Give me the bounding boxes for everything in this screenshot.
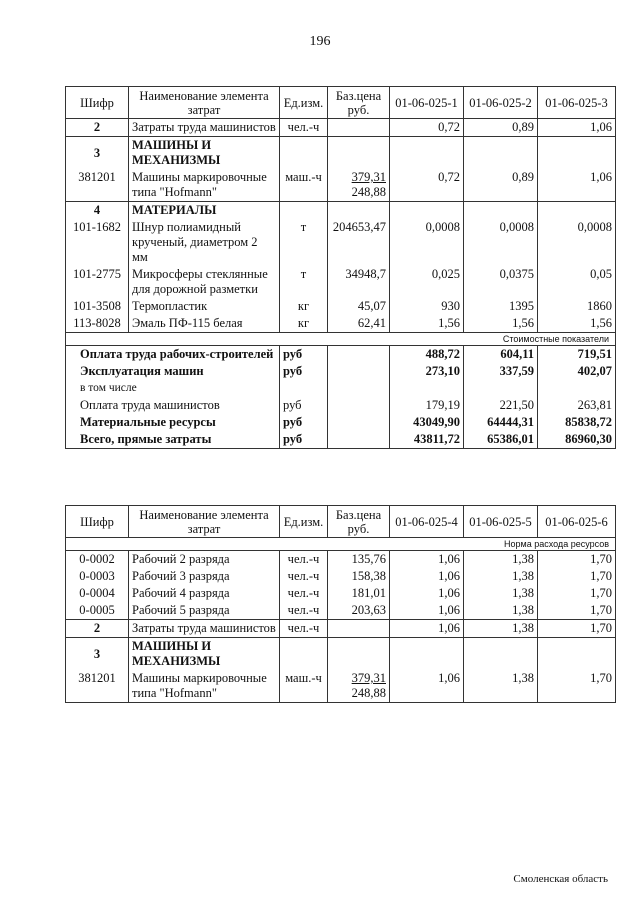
summary-row: Оплата труда машинистов руб 179,19 221,50 263,81: [66, 397, 616, 414]
table-section-row: 3 МАШИНЫ И МЕХАНИЗМЫ: [66, 137, 616, 170]
cost-indicators-label: Стоимостные показатели: [66, 333, 616, 346]
table-row: 101-1682 Шнур полиамидный крученый, диаметром 2 мм т 204653,47 0,0008 0,0008 0,0008: [66, 219, 616, 266]
summary-row: Оплата труда рабочих-строителей руб 488,72 604,11 719,51: [66, 346, 616, 364]
table-section-row: 4 МАТЕРИАЛЫ: [66, 202, 616, 220]
table-row: 101-3508 Термопластик кг 45,07 930 1395 1860: [66, 298, 616, 315]
table-row: 0-0002 Рабочий 2 разряда чел.-ч 135,76 1,06 1,38 1,70: [66, 551, 616, 569]
header-unit: Ед.изм.: [280, 87, 328, 119]
header-col-3: 01-06-025-3: [538, 87, 616, 119]
table-row: 101-2775 Микросферы стеклянные для дорожной разметки т 34948,7 0,025 0,0375 0,05: [66, 266, 616, 298]
table-row: 381201 Машины маркировочные типа "Hofmann" маш.-ч 379,31 248,88 0,72 0,89 1,06: [66, 169, 616, 202]
summary-row: Эксплуатация машин руб 273,10 337,59 402,07: [66, 363, 616, 380]
summary-row: в том числе: [66, 380, 616, 397]
summary-row: Материальные ресурсы руб 43049,90 64444,31 85838,72: [66, 414, 616, 431]
table-header-row: [66, 87, 616, 119]
section-label-row: [66, 333, 616, 346]
table-row: 0-0004 Рабочий 4 разряда чел.-ч 181,01 1,06 1,38 1,70: [66, 585, 616, 602]
table-row: 2 Затраты труда машинистов чел.-ч 1,06 1,38 1,70: [66, 620, 616, 638]
table-section-row: 3 МАШИНЫ И МЕХАНИЗМЫ: [66, 638, 616, 671]
header-price: Баз.цена руб.: [328, 87, 390, 119]
table-row: 0-0005 Рабочий 5 разряда чел.-ч 203,63 1,06 1,38 1,70: [66, 602, 616, 620]
footer-region-label: Смоленская область: [513, 873, 608, 885]
header-price: Баз.цена руб.: [328, 506, 390, 538]
resource-table-2: [65, 505, 616, 703]
header-unit: Ед.изм.: [280, 506, 328, 538]
header-col-2: 01-06-025-2: [464, 87, 538, 119]
table-row: 2 Затраты труда машинистов чел.-ч 0,72 0,89 1,06: [66, 119, 616, 137]
resource-table-1: [65, 86, 616, 449]
table-row: 0-0003 Рабочий 3 разряда чел.-ч 158,38 1,06 1,38 1,70: [66, 568, 616, 585]
header-code: Шифр: [66, 506, 129, 538]
header-col-4: 01-06-025-4: [390, 506, 464, 538]
header-col-5: 01-06-025-5: [464, 506, 538, 538]
section-label-row: [66, 538, 616, 551]
resource-norm-label: Норма расхода ресурсов: [66, 538, 616, 551]
table-row: 113-8028 Эмаль ПФ-115 белая кг 62,41 1,56 1,56 1,56: [66, 315, 616, 333]
table-row: 381201 Машины маркировочные типа "Hofmann" маш.-ч 379,31 248,88 1,06 1,38 1,70: [66, 670, 616, 703]
table-header-row: [66, 506, 616, 538]
page-number: 196: [309, 34, 331, 49]
header-name: Наименование элемента затрат: [129, 506, 280, 538]
header-name: Наименование элемента затрат: [129, 87, 280, 119]
header-col-6: 01-06-025-6: [538, 506, 616, 538]
header-code: Шифр: [66, 87, 129, 119]
summary-row-total: Всего, прямые затраты руб 43811,72 65386,01 86960,30: [66, 431, 616, 449]
header-col-1: 01-06-025-1: [390, 87, 464, 119]
